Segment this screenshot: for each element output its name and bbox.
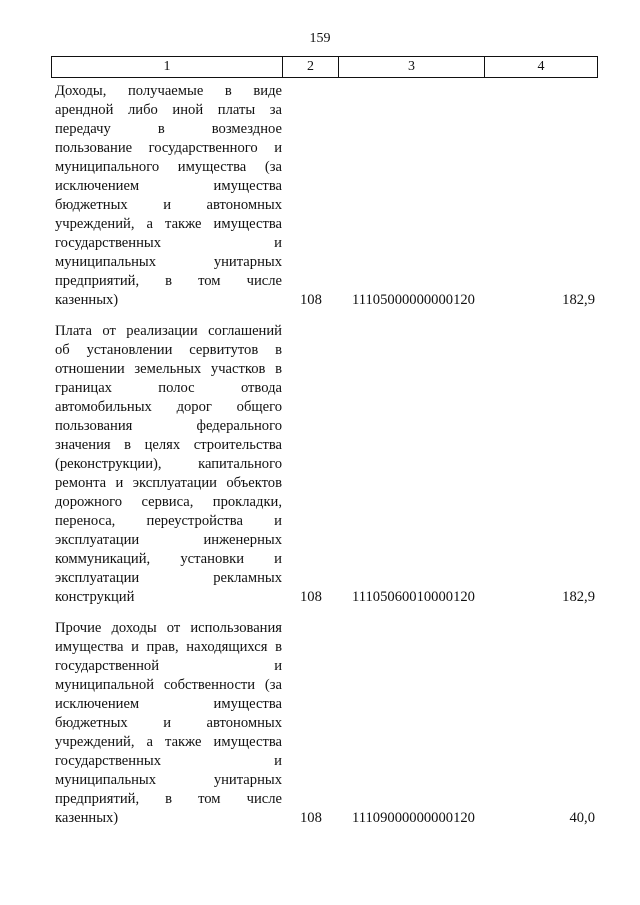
- description-line: арендной либо иной платы за: [55, 102, 282, 118]
- header-col-3: 3: [339, 57, 485, 78]
- budget-classification-code: 11109000000000120: [352, 810, 475, 826]
- description-line: казенных): [55, 810, 119, 826]
- table-body: [0, 82, 640, 840]
- description-line: учреждений, а также имущества: [55, 734, 282, 750]
- description-line: Доходы, получаемые в виде: [55, 83, 282, 99]
- header-col-4: 4: [485, 57, 598, 78]
- income-description: [55, 619, 282, 828]
- admin-code: 108: [300, 589, 322, 605]
- description-line: конструкций: [55, 589, 135, 605]
- description-line: значения в целях строительства: [55, 437, 282, 453]
- description-line: передачу в возмездное: [55, 121, 282, 137]
- header-col-2: 2: [283, 57, 339, 78]
- description-line: государственной и: [55, 658, 282, 674]
- description-line: пользование государственного и: [55, 140, 282, 156]
- table-row: [0, 322, 640, 607]
- description-line: отношении земельных участков в: [55, 361, 282, 377]
- description-line: муниципальных унитарных: [55, 254, 282, 270]
- description-line: казенных): [55, 292, 119, 308]
- description-line: Прочие доходы от использования: [55, 620, 282, 636]
- description-line: учреждений, а также имущества: [55, 216, 282, 232]
- admin-code: 108: [300, 810, 322, 826]
- amount: 182,9: [562, 292, 595, 308]
- admin-code: 108: [300, 292, 322, 308]
- description-line: имущества и прав, находящихся в: [55, 639, 282, 655]
- description-line: границах полос отвода: [55, 380, 282, 396]
- description-line: исключением имущества: [55, 696, 282, 712]
- description-line: государственных и: [55, 753, 282, 769]
- description-line: коммуникаций, установки и: [55, 551, 282, 567]
- description-line: бюджетных и автономных: [55, 197, 282, 213]
- description-line: исключением имущества: [55, 178, 282, 194]
- description-line: (реконструкции), капитального: [55, 456, 282, 472]
- budget-classification-code: 11105060010000120: [352, 589, 475, 605]
- header-row: [52, 57, 598, 78]
- header-col-1: 1: [52, 57, 283, 78]
- table-header: [51, 56, 598, 78]
- description-line: муниципальной собственности (за: [55, 677, 282, 693]
- description-line: эксплуатации инженерных: [55, 532, 282, 548]
- description-line: предприятий, в том числе: [55, 791, 282, 807]
- description-line: муниципального имущества (за: [55, 159, 282, 175]
- amount: 40,0: [569, 810, 595, 826]
- table-row: [0, 82, 640, 310]
- description-line: государственных и: [55, 235, 282, 251]
- description-line: Плата от реализации соглашений: [55, 323, 282, 339]
- description-line: автомобильных дорог общего: [55, 399, 282, 415]
- description-line: предприятий, в том числе: [55, 273, 282, 289]
- description-line: ремонта и эксплуатации объектов: [55, 475, 282, 491]
- page-number: 159: [309, 31, 331, 46]
- income-description: [55, 82, 282, 310]
- income-description: [55, 322, 282, 607]
- description-line: пользования федерального: [55, 418, 282, 434]
- description-line: бюджетных и автономных: [55, 715, 282, 731]
- table-row: [0, 619, 640, 828]
- description-line: об установлении сервитутов в: [55, 342, 282, 358]
- description-line: муниципальных унитарных: [55, 772, 282, 788]
- description-line: дорожного сервиса, прокладки,: [55, 494, 282, 510]
- amount: 182,9: [562, 589, 595, 605]
- budget-classification-code: 11105000000000120: [352, 292, 475, 308]
- description-line: эксплуатации рекламных: [55, 570, 282, 586]
- description-line: переноса, переустройства и: [55, 513, 282, 529]
